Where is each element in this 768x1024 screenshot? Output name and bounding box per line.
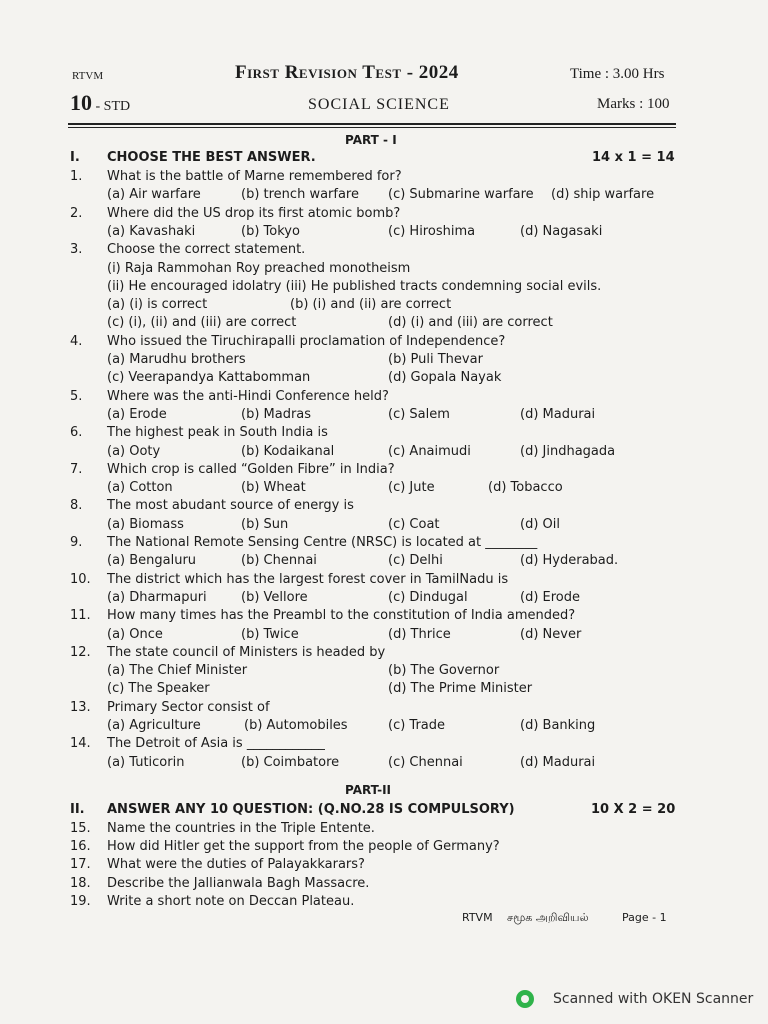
- option-1-d: (d) ship warfare: [551, 187, 655, 203]
- exam-time: Time : 3.00 Hrs: [570, 66, 665, 82]
- option-13-a: (a) Agriculture: [107, 718, 201, 733]
- question-text-19: Write a short note on Deccan Plateau.: [107, 893, 355, 909]
- section-two-marks: 10 X 2 = 20: [591, 802, 676, 817]
- option-4-d: (d) Gopala Nayak: [388, 370, 502, 386]
- question-number-13: 13.: [70, 699, 91, 715]
- question-text-6: The highest peak in South India is: [107, 425, 328, 441]
- part-one-heading: PART - I: [345, 133, 397, 147]
- question-number-2: 2.: [70, 205, 83, 221]
- option-3-d: (d) (i) and (iii) are correct: [388, 315, 553, 331]
- question-text-13: Primary Sector consist of: [107, 699, 270, 715]
- part-two-heading: PART-II: [345, 783, 392, 797]
- question-number-8: 8.: [70, 498, 83, 514]
- question-number-4: 4.: [70, 333, 83, 349]
- footer-school: RTVM: [462, 911, 493, 924]
- option-9-b: (b) Chennai: [241, 553, 317, 569]
- question-number-18: 18.: [70, 875, 91, 891]
- option-8-b: (b) Sun: [241, 516, 289, 532]
- option-11-b: (b) Twice: [241, 626, 299, 642]
- option-10-c: (c) Dindugal: [388, 589, 468, 605]
- question-number-5: 5.: [70, 388, 83, 404]
- option-1-c: (c) Submarine warfare: [388, 187, 534, 203]
- question-text-17: What were the duties of Palayakkarars?: [107, 857, 365, 873]
- option-14-a: (a) Tuticorin: [107, 754, 185, 770]
- option-8-d: (d) Oil: [520, 516, 560, 532]
- question-text-4: Who issued the Tiruchirapalli proclamation of Independence?: [107, 333, 506, 349]
- option-4-a: (a) Marudhu brothers: [107, 352, 246, 367]
- option-3-b: (b) (i) and (ii) are correct: [290, 297, 452, 313]
- option-7-d: (d) Tobacco: [488, 480, 563, 496]
- question-number-19: 19.: [70, 893, 91, 909]
- question-statement-3-2: (ii) He encouraged idolatry (iii) He published tracts condemning social evils.: [107, 278, 602, 294]
- option-5-c: (c) Salem: [388, 406, 450, 422]
- option-7-b: (b) Wheat: [241, 480, 306, 496]
- question-number-14: 14.: [70, 736, 91, 752]
- question-number-17: 17.: [70, 857, 91, 873]
- option-6-d: (d) Jindhagada: [520, 443, 616, 459]
- option-10-d: (d) Erode: [520, 589, 581, 605]
- scanner-watermark: Scanned with OKEN Scanner: [553, 991, 754, 1007]
- school-code: RTVM: [72, 70, 104, 82]
- option-9-d: (d) Hyderabad.: [520, 553, 619, 569]
- option-14-b: (b) Coimbatore: [241, 754, 340, 770]
- total-marks: Marks : 100: [597, 96, 670, 112]
- option-6-c: (c) Anaimudi: [388, 443, 471, 459]
- section-number: I.: [70, 150, 80, 165]
- section-instruction: CHOOSE THE BEST ANSWER.: [107, 150, 316, 165]
- option-12-a: (a) The Chief Minister: [107, 663, 248, 679]
- option-10-b: (b) Vellore: [241, 589, 308, 605]
- question-number-1: 1.: [70, 169, 83, 184]
- question-text-7: Which crop is called “Golden Fibre” in India?: [107, 461, 395, 477]
- option-7-a: (a) Cotton: [107, 480, 173, 496]
- option-13-d: (d) Banking: [520, 718, 596, 733]
- footer-subject-tamil: சமூக அறிவியல்: [507, 911, 589, 924]
- question-text-16: How did Hitler get the support from the people of Germany?: [107, 839, 500, 855]
- option-8-c: (c) Coat: [388, 516, 440, 532]
- question-number-16: 16.: [70, 839, 91, 855]
- option-2-d: (d) Nagasaki: [520, 223, 603, 239]
- exam-title: First Revision Test - 2024: [235, 62, 459, 83]
- question-number-9: 9.: [70, 535, 83, 550]
- option-8-a: (a) Biomass: [107, 516, 184, 532]
- option-12-b: (b) The Governor: [388, 663, 500, 679]
- option-9-a: (a) Bengaluru: [107, 553, 197, 569]
- question-text-18: Describe the Jallianwala Bagh Massacre.: [107, 875, 370, 891]
- std-number: 10: [70, 90, 92, 115]
- option-13-b: (b) Automobiles: [244, 718, 348, 733]
- option-11-c: (d) Thrice: [388, 626, 451, 642]
- option-4-b: (b) Puli Thevar: [388, 352, 483, 367]
- option-6-b: (b) Kodaikanal: [241, 443, 335, 459]
- question-text-12: The state council of Ministers is headed by: [107, 644, 386, 660]
- option-12-c: (c) The Speaker: [107, 681, 210, 697]
- section-two-instruction: ANSWER ANY 10 QUESTION: (Q.NO.28 IS COMPULSORY): [107, 802, 515, 817]
- question-text-8: The most abudant source of energy is: [107, 498, 354, 514]
- option-5-d: (d) Madurai: [520, 406, 596, 422]
- option-10-a: (a) Dharmapuri: [107, 589, 207, 605]
- option-2-b: (b) Tokyo: [241, 223, 300, 239]
- question-number-6: 6.: [70, 425, 83, 441]
- question-text-15: Name the countries in the Triple Entente.: [107, 821, 375, 836]
- option-7-c: (c) Jute: [388, 480, 435, 496]
- question-text-9: The National Remote Sensing Centre (NRSC) is located at ________: [107, 535, 538, 550]
- option-14-d: (d) Madurai: [520, 754, 596, 770]
- section-marks: 14 x 1 = 14: [592, 150, 675, 165]
- scanner-logo-icon: [516, 990, 534, 1008]
- question-text-2: Where did the US drop its first atomic bomb?: [107, 205, 401, 221]
- option-4-c: (c) Veerapandya Kattabomman: [107, 370, 311, 386]
- option-9-c: (c) Delhi: [388, 553, 443, 569]
- footer-page: Page - 1: [622, 911, 667, 924]
- question-text-1: What is the battle of Marne remembered for?: [107, 169, 402, 184]
- option-5-b: (b) Madras: [241, 406, 312, 422]
- option-5-a: (a) Erode: [107, 406, 167, 422]
- option-11-d: (d) Never: [520, 626, 582, 642]
- std-suffix: - STD: [92, 99, 131, 114]
- question-text-11: How many times has the Preambl to the constitution of India amended?: [107, 608, 576, 624]
- question-text-14: The Detroit of Asia is ____________: [107, 736, 325, 752]
- question-number-15: 15.: [70, 821, 91, 836]
- question-number-10: 10.: [70, 571, 91, 587]
- section-two-number: II.: [70, 802, 85, 817]
- option-3-a: (a) (i) is correct: [107, 297, 208, 313]
- question-number-3: 3.: [70, 242, 83, 258]
- question-text-3: Choose the correct statement.: [107, 242, 306, 258]
- option-3-c: (c) (i), (ii) and (iii) are correct: [107, 315, 297, 331]
- option-12-d: (d) The Prime Minister: [388, 681, 533, 697]
- option-2-a: (a) Kavashaki: [107, 223, 196, 239]
- question-number-7: 7.: [70, 461, 83, 477]
- option-11-a: (a) Once: [107, 626, 163, 642]
- option-1-a: (a) Air warfare: [107, 187, 201, 203]
- question-text-10: The district which has the largest forest cover in TamilNadu is: [107, 571, 509, 587]
- question-text-5: Where was the anti-Hindi Conference held?: [107, 388, 389, 404]
- option-1-b: (b) trench warfare: [241, 187, 359, 203]
- option-14-c: (c) Chennai: [388, 754, 463, 770]
- question-number-12: 12.: [70, 644, 91, 660]
- option-13-c: (c) Trade: [388, 718, 446, 733]
- option-2-c: (c) Hiroshima: [388, 223, 476, 239]
- option-6-a: (a) Ooty: [107, 443, 161, 459]
- question-number-11: 11.: [70, 608, 91, 624]
- question-statement-3-1: (i) Raja Rammohan Roy preached monotheism: [107, 260, 411, 276]
- subject-title: SOCIAL SCIENCE: [308, 96, 450, 113]
